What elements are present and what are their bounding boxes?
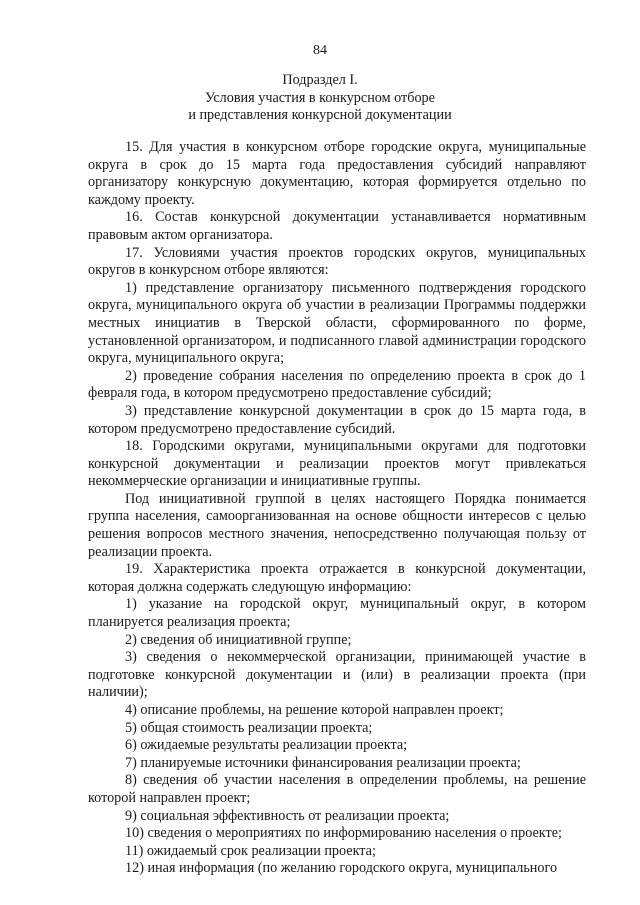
document-body	[88, 139, 586, 878]
paragraph-15: 15. Для участия в конкурсном отборе городские округа, муниципальные округа в срок до 15 марта года предоставления субсидий направляют организатору конкурсную документацию, которая формируется отдельно по каждому проекту.	[88, 139, 586, 208]
paragraph-16: 16. Состав конкурсной документации устанавливается нормативным правовым актом организатора.	[88, 209, 586, 243]
list-item-17-3: 3) представление конкурсной документации в срок до 15 марта года, в котором предусмотрено предоставление субсидий.	[88, 402, 586, 437]
paragraph-19: 19. Характеристика проекта отражается в конкурсной документации, которая должна содержать следующую информацию:	[88, 561, 586, 595]
paragraph-17: 17. Условиями участия проектов городских округов, муниципальных округов в конкурсном отборе являются:	[88, 244, 586, 279]
list-item-19-1: 1) указание на городской округ, муниципальный округ, в котором планируется реализация проекта;	[88, 596, 586, 631]
section-heading	[0, 72, 640, 125]
list-item-19-5: 5) общая стоимость реализации проекта;	[125, 719, 373, 736]
list-item-19-6: 6) ожидаемые результаты реализации проекта;	[125, 737, 408, 754]
heading-line-2: Условия участия в конкурсном отборе	[205, 89, 435, 106]
list-item-19-9: 9) социальная эффективность от реализации проекта;	[125, 807, 450, 824]
heading-line-1: Подраздел I.	[282, 72, 358, 88]
list-item-19-2: 2) сведения об инициативной группе;	[125, 631, 352, 648]
paragraph-18-definition: Под инициативной группой в целях настоящего Порядка понимается группа населения, самоорганизованная на основе общности интересов с целью решения вопросов местного значения, непосредственно получающая пользу от реализации проекта.	[88, 490, 586, 560]
page-number: 84	[313, 43, 327, 58]
list-item-19-3: 3) сведения о некоммерческой организации, принимающей участие в подготовке конкурсной документации и (или) в реализации проекта (при наличии);	[88, 649, 586, 701]
list-item-17-2: 2) проведение собрания населения по определению проекта в срок до 1 февраля года, в котором предусмотрено предоставление субсидий;	[88, 367, 586, 402]
list-item-19-12: 12) иная информация (по желанию городского округа, муниципального	[125, 860, 558, 877]
list-item-19-8: 8) сведения об участии населения в определении проблемы, на решение которой направлен проект;	[88, 772, 586, 806]
paragraph-18: 18. Городскими округами, муниципальными округами для подготовки конкурсной документации и реализации проектов могут привлекаться некоммерческие организации и инициативные группы.	[88, 438, 586, 490]
list-item-17-1: 1) представление организатору письменного подтверждения городского округа, муниципального округа об участии в реализации Программы поддержки местных инициатив в Тверской области, сформированного по форме, установленной организатором, и подписанного главой администрации городского округа, муниципального округа;	[88, 279, 586, 367]
list-item-19-4: 4) описание проблемы, на решение которой направлен проект;	[125, 702, 504, 718]
list-item-19-7: 7) планируемые источники финансирования реализации проекта;	[125, 754, 521, 771]
list-item-19-10: 10) сведения о мероприятиях по информированию населения о проекте;	[125, 825, 562, 842]
list-item-19-11: 11) ожидаемый срок реализации проекта;	[125, 842, 376, 859]
heading-line-3: и представления конкурсной документации	[188, 107, 452, 123]
